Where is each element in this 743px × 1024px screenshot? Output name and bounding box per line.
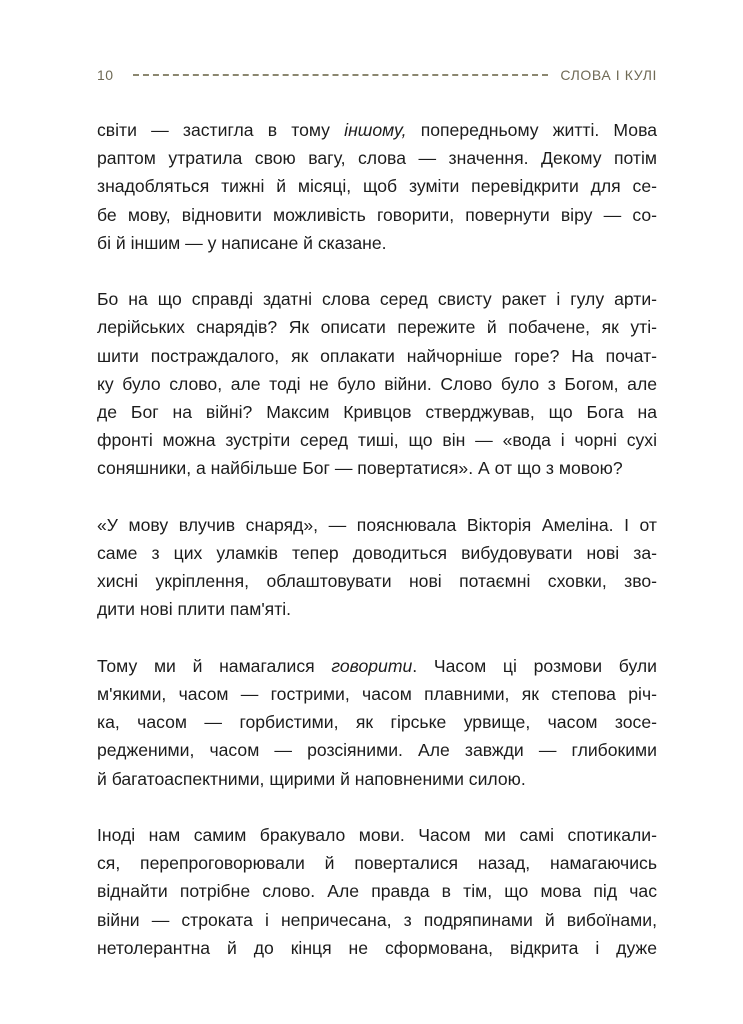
- text-run: попередньому житті. Мова: [406, 120, 658, 140]
- paragraph: [97, 116, 657, 257]
- text-line: [97, 426, 657, 454]
- text-line: [97, 708, 657, 736]
- text-run: Іноді нам самим бракувало мови. Часом ми самі спотикали-: [97, 825, 657, 846]
- paragraph-gap: [97, 483, 657, 511]
- body-text: [97, 116, 657, 962]
- italic-text: говорити: [331, 655, 413, 676]
- text-line: [97, 201, 657, 229]
- text-line: [97, 144, 657, 172]
- text-line: [97, 595, 657, 623]
- text-line: [97, 849, 657, 877]
- paragraph: [97, 511, 657, 624]
- text-run: саме з цих уламків тепер доводиться вибудовувати нові за-: [97, 543, 657, 564]
- text-run: Тому ми й намагалися: [97, 655, 332, 676]
- text-run: м'якими, часом — гострими, часом плавними, як степова річ-: [97, 684, 657, 705]
- text-run: знадобляться тижні й місяці, щоб зуміти перевідкрити для се-: [97, 176, 657, 197]
- paragraph: [97, 652, 657, 793]
- text-run: дити нові плити пам'яті.: [97, 599, 292, 620]
- text-run: хисні укріплення, облаштовувати нові потаємні сховки, зво-: [97, 571, 657, 592]
- text-line: [97, 342, 657, 370]
- running-title: СЛОВА І КУЛІ: [560, 67, 657, 83]
- text-run: віднайти потрібне слово. Але правда в тім, що мова під час: [97, 881, 657, 902]
- text-line: [97, 680, 657, 708]
- text-line: [97, 539, 657, 567]
- text-line: [97, 172, 657, 200]
- italic-text: іншому,: [344, 120, 407, 140]
- text-run: ся, перепроговорювали й поверталися назад, намагаючись: [97, 853, 657, 874]
- text-line: [97, 877, 657, 905]
- text-run: бе мову, відновити можливість говорити, повернути віру — со-: [97, 204, 657, 225]
- paragraph: [97, 821, 657, 962]
- text-line: [97, 116, 657, 144]
- text-line: [97, 821, 657, 849]
- text-run: лерійських снарядів? Як описати пережите й побачене, як уті-: [97, 317, 657, 338]
- text-run: бі й іншим — у написане й сказане.: [97, 232, 387, 253]
- text-run: світи — застигла в тому: [97, 120, 345, 140]
- text-run: редженими, часом — розсіяними. Але завжди — глибокими: [97, 740, 657, 761]
- text-line: [97, 454, 657, 482]
- text-run: й багатоаспектними, щирими й наповненими силою.: [97, 768, 526, 789]
- text-run: фронті можна зустріти серед тиші, що він — «вода і чорні сухі: [97, 430, 657, 451]
- text-run: нетолерантна й до кінця не сформована, відкрита і дуже: [97, 937, 657, 958]
- text-run: . Часом ці розмови були: [412, 655, 657, 676]
- paragraph-gap: [97, 257, 657, 285]
- text-line: [97, 511, 657, 539]
- text-run: ку було слово, але тоді не було війни. Слово було з Богом, але: [97, 373, 657, 394]
- paragraph-gap: [97, 624, 657, 652]
- text-line: [97, 567, 657, 595]
- text-run: де Бог на війні? Максим Кривцов стверджував, що Бога на: [97, 402, 657, 423]
- paragraph-gap: [97, 793, 657, 821]
- text-run: Бо на що справді здатні слова серед свисту ракет і гулу арти-: [97, 289, 657, 310]
- paragraph: [97, 285, 657, 482]
- text-line: [97, 765, 657, 793]
- text-line: [97, 934, 657, 962]
- text-line: [97, 370, 657, 398]
- text-run: соняшники, а найбільше Бог — повертатися». А от що з мовою?: [97, 458, 623, 479]
- text-run: «У мову влучив снаряд», — пояснювала Вікторія Амеліна. І от: [97, 514, 657, 535]
- text-line: [97, 229, 657, 257]
- text-run: війни — строката і непричесана, з подряпинами й вибоїнами,: [97, 909, 657, 930]
- text-line: [97, 398, 657, 426]
- text-line: [97, 285, 657, 313]
- text-run: ка, часом — горбистими, як гірське урвище, часом зосе-: [97, 712, 657, 733]
- header-divider: [133, 74, 548, 76]
- page-header: [97, 65, 657, 85]
- text-line: [97, 652, 657, 680]
- text-run: раптом утратила свою вагу, слова — значення. Декому потім: [97, 148, 657, 169]
- text-line: [97, 313, 657, 341]
- text-line: [97, 906, 657, 934]
- text-line: [97, 736, 657, 764]
- text-run: шити постраждалого, як оплакати найчорніше горе? На почат-: [97, 345, 657, 366]
- page-number: 10: [97, 67, 114, 83]
